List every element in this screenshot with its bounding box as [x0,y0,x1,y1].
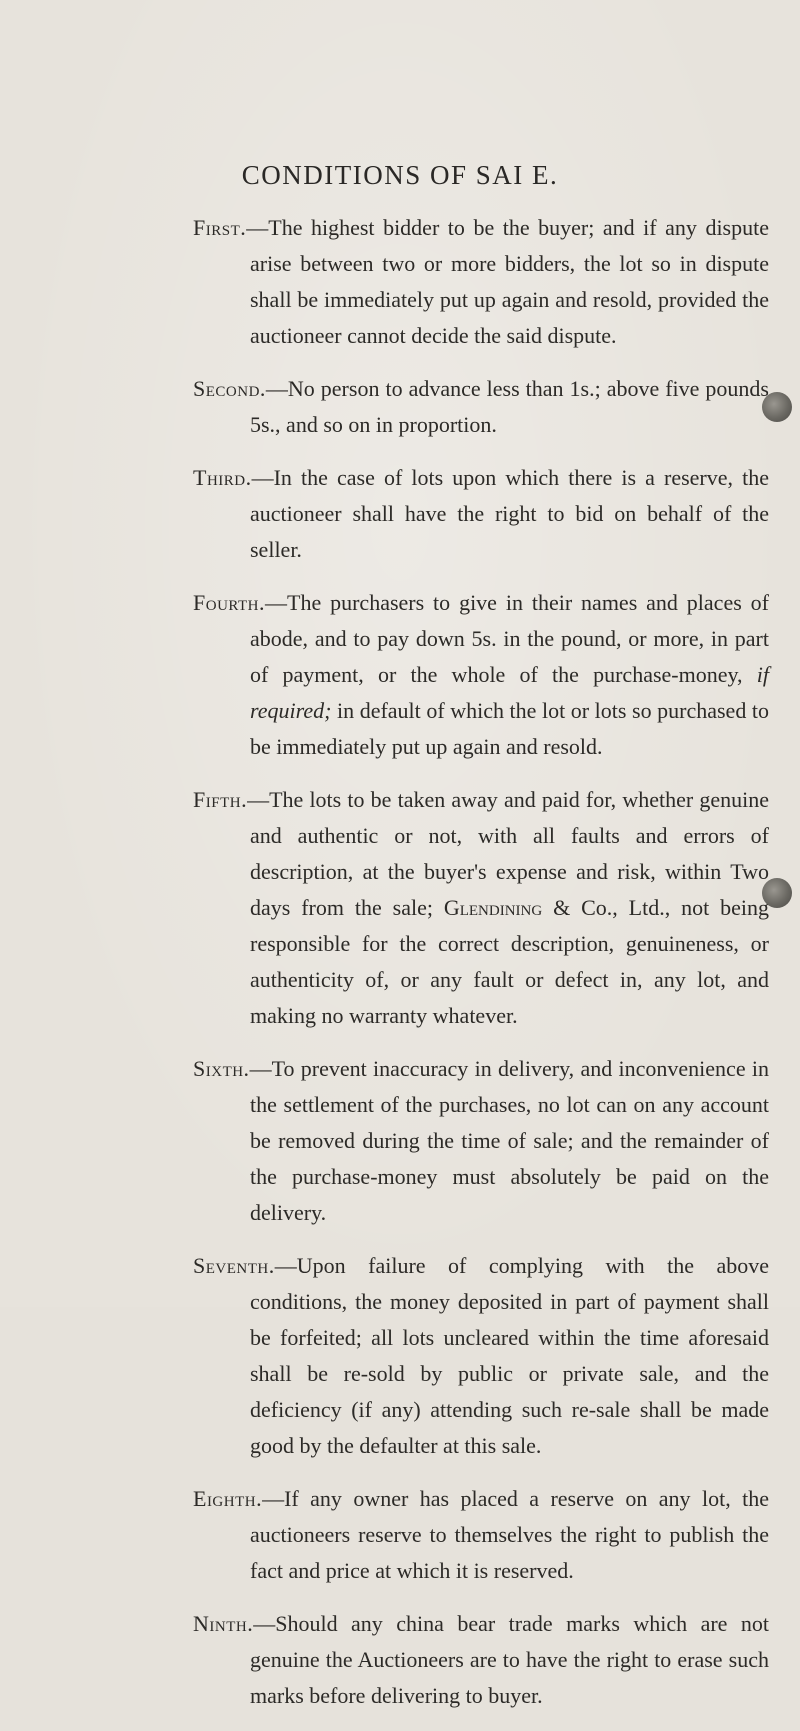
firm-name: Glendining [443,895,543,920]
condition-seventh [193,1248,769,1464]
condition-ordinal: Ninth. [193,1611,254,1636]
condition-text: —Should any china bear trade marks which are not genuine the Auctioneers are to have the right to erase such marks before delivering to buyer. [250,1611,769,1708]
condition-text: & Co., Ltd., not being responsible for the correct description, genuineness, or authenticity of, or any fault or defect in, any lot, and making no warranty whatever. [250,895,769,1028]
condition-text: —The lots to be taken away and paid for, whether genuine and authentic or not, with all faults and errors of description, at the buyer's expense and risk, within Two days from the sale; [247,787,769,920]
condition-ordinal: Second. [193,376,266,401]
condition-text: in default of which the lot or lots so purchased to be immediately put up again and resold. [250,698,769,759]
condition-ordinal: Sixth. [193,1056,250,1081]
condition-sixth [193,1051,769,1231]
condition-ordinal: Third. [193,465,252,490]
condition-ordinal: First. [193,215,247,240]
condition-ninth [193,1606,769,1714]
condition-fifth [193,782,769,1034]
condition-fourth [193,585,769,765]
page-title: CONDITIONS OF SAI E. [241,160,559,190]
condition-second [193,371,769,443]
condition-ordinal: Fourth. [193,590,265,615]
condition-ordinal: Seventh. [193,1253,275,1278]
condition-ordinal: Fifth. [193,787,248,812]
condition-text: —To prevent inaccuracy in delivery, and inconvenience in the settlement of the purchases, no lot can on any account be removed during the time of sale; and the remainder of the purchase-money must absolutely be paid on the delivery. [249,1056,769,1225]
conditions-list [193,210,769,1731]
condition-eighth [193,1481,769,1589]
condition-first [193,210,769,354]
condition-text: —Upon failure of complying with the above conditions, the money deposited in part of payment shall be forfeited; all lots uncleared within the time aforesaid shall be re-sold by public or private sale, and the deficiency (if any) attending such re-sale shall be made good by the defaulter at this sale. [250,1253,769,1458]
condition-text: —In the case of lots upon which there is a reserve, the auctioneer shall have the right to bid on behalf of the seller. [250,465,769,562]
condition-text: —The purchasers to give in their names and places of abode, and to pay down 5s. in the pound, or more, in part of payment, or the whole of the purchase-money, [250,590,769,687]
condition-text: —If any owner has placed a reserve on any lot, the auctioneers reserve to themselves the right to publish the fact and price at which it is reserved. [250,1486,769,1583]
condition-text: —The highest bidder to be the buyer; and if any dispute arise between two or more bidders, the lot so in dispute shall be immediately put up again and resold, provided the auctioneer cannot decide the said dispute. [246,215,769,348]
condition-text: —No person to advance less than 1s.; above five pounds 5s., and so on in proportion. [250,376,769,437]
condition-ordinal: Eighth. [193,1486,263,1511]
condition-third [193,460,769,568]
condition-text-italic: if required; [250,662,769,723]
